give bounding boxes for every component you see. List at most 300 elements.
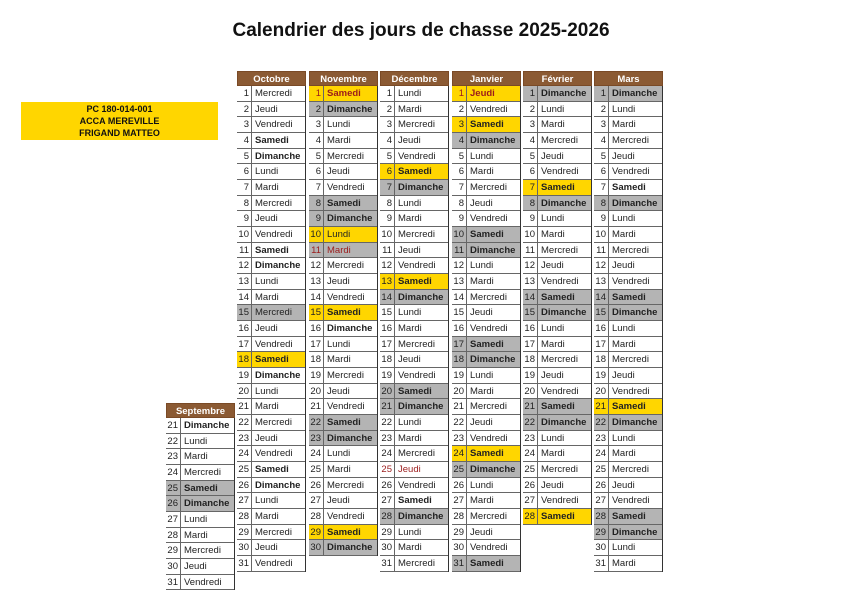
day-name: Jeudi <box>398 244 421 256</box>
day-row <box>309 102 377 118</box>
day-number: 4 <box>237 133 252 148</box>
day-number: 9 <box>380 211 395 226</box>
day-number: 26 <box>166 496 181 511</box>
day-row <box>452 415 520 431</box>
day-number: 20 <box>523 384 538 399</box>
day-row <box>309 227 377 243</box>
day-row <box>452 556 520 572</box>
day-row <box>452 540 520 556</box>
day-name: Jeudi <box>255 432 278 444</box>
day-number: 13 <box>594 274 609 289</box>
day-name: Mercredi <box>470 401 507 413</box>
day-number: 11 <box>594 243 609 258</box>
day-name: Dimanche <box>395 509 448 524</box>
day-name: Mardi <box>184 529 208 541</box>
day-number: 28 <box>309 509 324 524</box>
day-number: 23 <box>380 431 395 446</box>
day-name: Dimanche <box>609 86 662 101</box>
day-number: 4 <box>452 133 467 148</box>
day-number: 14 <box>237 290 252 305</box>
day-row <box>594 180 662 196</box>
day-row <box>594 274 662 290</box>
day-number: 13 <box>452 274 467 289</box>
day-row <box>452 164 520 180</box>
day-number: 30 <box>452 540 467 555</box>
day-number: 11 <box>452 243 467 258</box>
day-row <box>237 493 305 509</box>
day-name: Vendredi <box>470 323 508 335</box>
day-name: Vendredi <box>612 495 650 507</box>
day-name: Lundi <box>612 432 636 444</box>
day-name: Mardi <box>327 354 351 366</box>
day-row <box>523 133 591 149</box>
day-row <box>523 196 591 212</box>
day-name: Lundi <box>184 435 208 447</box>
day-name: Jeudi <box>255 542 278 554</box>
day-number: 6 <box>237 164 252 179</box>
day-number: 3 <box>309 117 324 132</box>
day-name: Mardi <box>612 119 636 131</box>
day-name: Lundi <box>541 103 565 115</box>
day-number: 29 <box>309 525 324 540</box>
month-column <box>594 71 663 572</box>
day-row <box>594 196 662 212</box>
day-name: Vendredi <box>398 150 436 162</box>
day-name: Mardi <box>541 448 565 460</box>
day-number: 16 <box>380 321 395 336</box>
day-name: Mercredi <box>398 558 435 570</box>
day-row <box>523 102 591 118</box>
day-number: 1 <box>523 86 538 101</box>
day-row <box>380 164 448 180</box>
day-number: 28 <box>166 528 181 543</box>
day-number: 28 <box>237 509 252 524</box>
day-name: Mardi <box>327 464 351 476</box>
day-row <box>594 493 662 509</box>
day-row <box>452 321 520 337</box>
day-name: Mercredi <box>327 150 364 162</box>
day-number: 18 <box>523 352 538 367</box>
day-number: 17 <box>452 337 467 352</box>
day-number: 3 <box>594 117 609 132</box>
day-row <box>309 211 377 227</box>
day-number: 13 <box>237 274 252 289</box>
day-number: 3 <box>523 117 538 132</box>
day-number: 22 <box>166 434 181 449</box>
day-number: 10 <box>380 227 395 242</box>
day-number: 28 <box>594 509 609 524</box>
day-number: 7 <box>523 180 538 195</box>
day-number: 8 <box>237 196 252 211</box>
day-row <box>523 415 591 431</box>
day-row <box>594 446 662 462</box>
day-number: 26 <box>380 478 395 493</box>
day-name: Mardi <box>255 182 279 194</box>
day-name: Dimanche <box>395 399 448 414</box>
day-row <box>452 478 520 494</box>
day-row <box>309 149 377 165</box>
day-name: Vendredi <box>255 119 293 131</box>
day-name: Dimanche <box>327 323 373 335</box>
day-number: 7 <box>237 180 252 195</box>
day-number: 23 <box>594 431 609 446</box>
day-row <box>237 211 305 227</box>
day-name: Lundi <box>541 432 565 444</box>
day-row <box>523 149 591 165</box>
day-row <box>237 243 305 259</box>
day-name: Vendredi <box>470 103 508 115</box>
day-number: 29 <box>166 543 181 558</box>
day-number: 26 <box>523 478 538 493</box>
day-number: 19 <box>380 368 395 383</box>
day-name: Mercredi <box>255 197 292 209</box>
day-name: Mercredi <box>541 464 578 476</box>
day-name: Dimanche <box>255 370 301 382</box>
day-name: Dimanche <box>324 540 377 555</box>
day-name: Mardi <box>470 385 494 397</box>
day-row <box>594 509 662 525</box>
day-row <box>452 493 520 509</box>
month-column <box>309 71 378 556</box>
day-row <box>523 305 591 321</box>
day-name: Mercredi <box>470 511 507 523</box>
day-name: Jeudi <box>184 561 207 573</box>
day-row <box>523 462 591 478</box>
day-number: 16 <box>523 321 538 336</box>
day-row <box>452 431 520 447</box>
day-number: 14 <box>523 290 538 305</box>
day-name: Mardi <box>398 103 422 115</box>
day-name: Jeudi <box>255 213 278 225</box>
day-number: 24 <box>237 446 252 461</box>
day-row <box>380 337 448 353</box>
day-row <box>523 446 591 462</box>
day-row <box>380 352 448 368</box>
day-number: 17 <box>237 337 252 352</box>
day-number: 27 <box>309 493 324 508</box>
day-number: 14 <box>452 290 467 305</box>
day-row <box>380 227 448 243</box>
day-number: 19 <box>237 368 252 383</box>
day-number: 18 <box>452 352 467 367</box>
day-row <box>166 559 234 575</box>
day-row <box>523 321 591 337</box>
day-name: Lundi <box>470 260 494 272</box>
day-number: 22 <box>237 415 252 430</box>
day-row <box>594 415 662 431</box>
day-number: 12 <box>523 258 538 273</box>
day-row <box>380 196 448 212</box>
day-name: Jeudi <box>470 307 493 319</box>
day-name: Mercredi <box>255 526 292 538</box>
day-name: Jeudi <box>541 479 564 491</box>
day-row <box>380 399 448 415</box>
day-number: 19 <box>594 368 609 383</box>
day-row <box>309 258 377 274</box>
day-name: Mardi <box>327 135 351 147</box>
day-number: 17 <box>309 337 324 352</box>
month-header: Février <box>523 71 592 86</box>
day-row <box>309 525 377 541</box>
day-name: Jeudi <box>470 197 493 209</box>
day-name: Dimanche <box>467 462 520 477</box>
day-number: 27 <box>523 493 538 508</box>
day-name: Mercredi <box>398 338 435 350</box>
day-number: 11 <box>523 243 538 258</box>
day-number: 4 <box>594 133 609 148</box>
day-row <box>380 211 448 227</box>
day-number: 2 <box>309 102 324 117</box>
day-name: Dimanche <box>395 290 448 305</box>
day-row <box>452 290 520 306</box>
day-row <box>380 321 448 337</box>
day-row <box>309 86 377 102</box>
day-number: 12 <box>452 258 467 273</box>
day-number: 8 <box>380 196 395 211</box>
info-line-association: ACCA MEREVILLE <box>79 116 160 126</box>
day-row <box>452 86 520 102</box>
day-name: Lundi <box>184 514 208 526</box>
day-row <box>523 243 591 259</box>
day-number: 2 <box>380 102 395 117</box>
day-row <box>594 227 662 243</box>
day-number: 28 <box>380 509 395 524</box>
day-name: Samedi <box>252 352 305 367</box>
day-name: Dimanche <box>538 86 591 101</box>
day-number: 20 <box>237 384 252 399</box>
day-name: Vendredi <box>255 448 293 460</box>
day-row <box>380 384 448 400</box>
day-name: Mardi <box>398 432 422 444</box>
day-name: Vendredi <box>327 511 365 523</box>
day-name: Lundi <box>327 338 351 350</box>
day-number: 24 <box>380 446 395 461</box>
day-name: Dimanche <box>609 415 662 430</box>
month-column <box>523 71 592 525</box>
day-number: 22 <box>380 415 395 430</box>
day-name: Samedi <box>324 86 377 101</box>
day-name: Mardi <box>541 119 565 131</box>
day-row <box>309 446 377 462</box>
day-row <box>237 258 305 274</box>
day-row <box>237 352 305 368</box>
day-row <box>237 478 305 494</box>
day-row <box>452 352 520 368</box>
day-number: 29 <box>237 525 252 540</box>
day-name: Jeudi <box>612 150 635 162</box>
month-header: Décembre <box>380 71 449 86</box>
day-row <box>309 305 377 321</box>
day-number: 25 <box>380 462 395 477</box>
day-name: Vendredi <box>255 229 293 241</box>
day-name: Lundi <box>612 103 636 115</box>
day-row <box>237 164 305 180</box>
day-name: Vendredi <box>327 401 365 413</box>
day-name: Jeudi <box>327 495 350 507</box>
day-name: Mardi <box>255 401 279 413</box>
month-column <box>166 403 235 590</box>
day-name: Vendredi <box>541 276 579 288</box>
day-number: 26 <box>594 478 609 493</box>
day-number: 2 <box>237 102 252 117</box>
day-number: 25 <box>309 462 324 477</box>
day-number: 13 <box>380 274 395 289</box>
day-name: Lundi <box>255 276 279 288</box>
day-name: Mercredi <box>252 305 305 320</box>
day-row <box>380 509 448 525</box>
day-name: Vendredi <box>612 166 650 178</box>
day-name: Samedi <box>255 464 289 476</box>
day-name: Jeudi <box>541 260 564 272</box>
day-name: Samedi <box>324 415 377 430</box>
day-row <box>166 496 234 512</box>
day-number: 27 <box>380 493 395 508</box>
day-name: Mercredi <box>327 479 364 491</box>
day-number: 28 <box>452 509 467 524</box>
day-row <box>309 478 377 494</box>
day-row <box>452 462 520 478</box>
day-row <box>309 415 377 431</box>
day-name: Mardi <box>324 243 377 258</box>
day-number: 7 <box>380 180 395 195</box>
day-name: Mardi <box>398 213 422 225</box>
day-row <box>309 337 377 353</box>
day-row <box>523 180 591 196</box>
day-name: Dimanche <box>609 196 662 211</box>
day-row <box>594 337 662 353</box>
day-row <box>309 180 377 196</box>
day-name: Samedi <box>255 135 289 147</box>
day-row <box>237 290 305 306</box>
day-row <box>237 431 305 447</box>
day-name: Vendredi <box>470 213 508 225</box>
day-row <box>237 117 305 133</box>
day-row <box>594 164 662 180</box>
day-name: Jeudi <box>398 135 421 147</box>
day-number: 5 <box>594 149 609 164</box>
day-name: Lundi <box>612 542 636 554</box>
day-row <box>452 258 520 274</box>
day-number: 1 <box>380 86 395 101</box>
day-number: 18 <box>594 352 609 367</box>
day-row <box>380 368 448 384</box>
day-number: 5 <box>380 149 395 164</box>
day-row <box>452 274 520 290</box>
day-number: 15 <box>309 305 324 320</box>
day-number: 13 <box>309 274 324 289</box>
day-number: 24 <box>523 446 538 461</box>
day-row <box>380 149 448 165</box>
day-number: 23 <box>523 431 538 446</box>
day-number: 29 <box>594 525 609 540</box>
day-name: Samedi <box>255 244 289 256</box>
day-name: Samedi <box>324 525 377 540</box>
day-row <box>523 337 591 353</box>
day-row <box>594 211 662 227</box>
day-number: 21 <box>309 399 324 414</box>
day-name: Lundi <box>470 150 494 162</box>
day-number: 4 <box>309 133 324 148</box>
day-row <box>309 133 377 149</box>
day-name: Samedi <box>609 290 662 305</box>
day-name: Jeudi <box>541 370 564 382</box>
day-row <box>523 86 591 102</box>
day-number: 16 <box>309 321 324 336</box>
day-name: Dimanche <box>395 180 448 195</box>
day-row <box>452 149 520 165</box>
day-name: Dimanche <box>609 525 662 540</box>
day-name: Dimanche <box>538 305 591 320</box>
day-row <box>452 227 520 243</box>
day-number: 2 <box>523 102 538 117</box>
day-row <box>309 493 377 509</box>
day-name: Samedi <box>538 399 591 414</box>
info-box <box>21 102 218 140</box>
day-number: 14 <box>309 290 324 305</box>
day-row <box>523 384 591 400</box>
day-number: 19 <box>452 368 467 383</box>
day-name: Mercredi <box>327 370 364 382</box>
day-name: Vendredi <box>612 276 650 288</box>
day-row <box>594 540 662 556</box>
day-name: Mardi <box>184 451 208 463</box>
day-row <box>452 337 520 353</box>
day-name: Mercredi <box>327 260 364 272</box>
day-name: Samedi <box>467 117 520 132</box>
day-number: 22 <box>452 415 467 430</box>
day-row <box>594 305 662 321</box>
month-header: Mars <box>594 71 663 86</box>
day-row <box>380 493 448 509</box>
day-number: 15 <box>594 305 609 320</box>
day-row <box>309 117 377 133</box>
day-row <box>309 274 377 290</box>
day-number: 3 <box>380 117 395 132</box>
day-name: Samedi <box>395 274 448 289</box>
day-name: Dimanche <box>255 260 301 272</box>
day-number: 9 <box>452 211 467 226</box>
day-row <box>309 243 377 259</box>
day-number: 19 <box>309 368 324 383</box>
day-name: Mercredi <box>541 354 578 366</box>
day-name: Jeudi <box>612 479 635 491</box>
day-name: Mardi <box>612 338 636 350</box>
day-number: 10 <box>452 227 467 242</box>
day-row <box>523 164 591 180</box>
day-row <box>237 368 305 384</box>
day-name: Mardi <box>255 511 279 523</box>
day-row <box>237 540 305 556</box>
day-name: Jeudi <box>470 526 493 538</box>
day-name: Mardi <box>398 323 422 335</box>
day-row <box>237 180 305 196</box>
day-number: 5 <box>452 149 467 164</box>
day-number: 2 <box>594 102 609 117</box>
day-row <box>594 399 662 415</box>
day-row <box>380 462 448 478</box>
day-row <box>166 528 234 544</box>
day-name: Lundi <box>398 197 422 209</box>
day-number: 27 <box>166 512 181 527</box>
day-number: 1 <box>452 86 467 101</box>
day-row <box>452 305 520 321</box>
day-number: 11 <box>309 243 324 258</box>
day-row <box>594 243 662 259</box>
day-row <box>594 258 662 274</box>
day-name: Lundi <box>470 479 494 491</box>
day-row <box>166 543 234 559</box>
day-number: 16 <box>452 321 467 336</box>
